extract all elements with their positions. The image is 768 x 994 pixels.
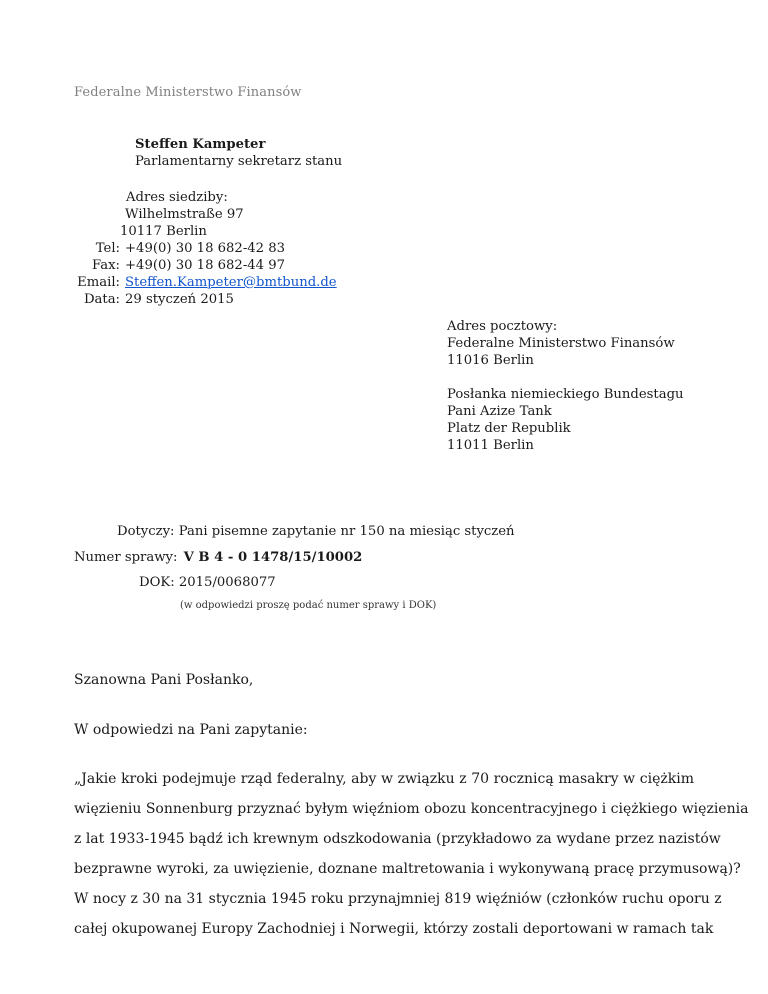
subject-row <box>117 523 515 540</box>
recipient-line4: 11011 Berlin <box>447 438 534 453</box>
postal-address <box>447 318 675 369</box>
postal-line1: Federalne Ministerstwo Finansów <box>447 336 675 351</box>
body-line: więzieniu Sonnenburg przyznać byłym więźniom obozu koncentracyjnego i ciężkiego więzienia <box>74 801 749 817</box>
salutation: Szanowna Pani Posłanko, <box>74 672 254 688</box>
email-label: Email: <box>77 275 120 290</box>
postal-line2: 11016 Berlin <box>447 353 534 368</box>
body-line: W nocy z 30 na 31 stycznia 1945 roku przynajmniej 819 więźniów (członków ruchu oporu z <box>74 891 722 907</box>
sender-address <box>0 189 337 308</box>
case-number-row <box>74 549 362 566</box>
date-label: Data: <box>83 292 120 307</box>
postal-label: Adres pocztowy: <box>447 319 558 334</box>
dok-label: DOK: <box>139 575 175 590</box>
fax-label: Fax: <box>92 258 120 273</box>
body-line: z lat 1933-1945 bądź ich krewnym odszkodowania (przykładowo za wydane przez nazistów <box>74 831 721 847</box>
fax-value: +49(0) 30 18 682-44 97 <box>125 258 286 273</box>
body-line: całej okupowanej Europy Zachodniej i Norwegii, którzy zostali deportowani w ramach tak <box>74 921 714 937</box>
case-number-label: Numer sprawy: <box>74 550 178 565</box>
email-link[interactable]: Steffen.Kampeter@bmtbund.de <box>125 275 337 290</box>
case-number-value: V B 4 - 0 1478/15/10002 <box>183 550 363 565</box>
recipient-address <box>447 386 684 454</box>
sender-title: Parlamentarny sekretarz stanu <box>135 154 343 169</box>
tel-label: Tel: <box>95 241 120 256</box>
address-city: 10117 Berlin <box>120 224 207 239</box>
body-line: bezprawne wyroki, za uwięzienie, doznane maltretowania i wykonywaną pracę przymusową)? <box>74 861 741 877</box>
subject-label: Dotyczy: <box>117 524 175 539</box>
fax-row <box>0 257 337 274</box>
intro-line: W odpowiedzi na Pani zapytanie: <box>74 722 308 738</box>
address-street: Wilhelmstraße 97 <box>125 207 244 222</box>
date-row <box>0 291 337 308</box>
tel-value: +49(0) 30 18 682-42 83 <box>125 241 286 256</box>
tel-row <box>0 240 337 257</box>
ministry-header: Federalne Ministerstwo Finansów <box>74 85 302 100</box>
reference-note: (w odpowiedzi proszę podać numer sprawy i DOK) <box>180 600 437 611</box>
sender-name: Steffen Kampeter <box>135 137 266 152</box>
address-label: Adres siedziby: <box>126 190 228 205</box>
sender-block <box>135 136 342 170</box>
dok-row <box>139 574 276 591</box>
subject-value: Pani pisemne zapytanie nr 150 na miesiąc styczeń <box>178 524 515 539</box>
recipient-line3: Platz der Republik <box>447 421 571 436</box>
recipient-line2: Pani Azize Tank <box>447 404 552 419</box>
dok-value: 2015/0068077 <box>178 575 276 590</box>
recipient-line1: Posłanka niemieckiego Bundestagu <box>447 387 684 402</box>
date-value: 29 styczeń 2015 <box>125 292 234 307</box>
email-row <box>0 274 337 291</box>
body-line: „Jakie kroki podejmuje rząd federalny, aby w związku z 70 rocznicą masakry w ciężkim <box>74 771 694 787</box>
